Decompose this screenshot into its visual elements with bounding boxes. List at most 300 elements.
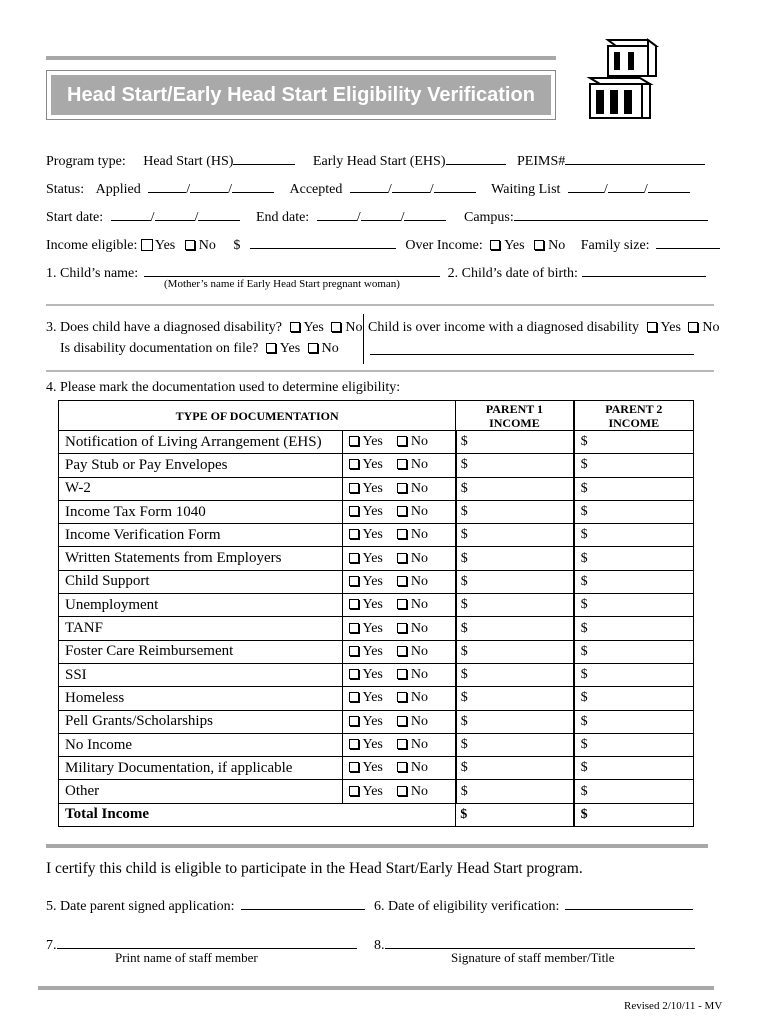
table-row [59, 780, 694, 803]
parent1-dollar: $ [460, 737, 468, 752]
doc-type-cell [59, 757, 343, 780]
doc-yes-checkbox[interactable] [349, 762, 359, 772]
parent2-dollar: $ [580, 643, 588, 659]
parent1-income-cell[interactable] [456, 757, 574, 780]
doc-yes-label: Yes [362, 434, 383, 450]
doc-yes-checkbox[interactable] [349, 506, 359, 516]
doc-yes-label: Yes [362, 713, 383, 729]
rule-3 [46, 844, 708, 848]
doc-no-label: No [410, 573, 428, 589]
doc-yes-label: Yes [362, 737, 383, 752]
disability-no-checkbox[interactable] [331, 322, 341, 332]
total-parent1-cell[interactable] [456, 803, 574, 826]
table-row [59, 757, 694, 780]
parent2-dollar: $ [580, 620, 588, 636]
disability-doc-no-checkbox[interactable] [308, 343, 318, 353]
parent2-dollar: $ [580, 597, 588, 613]
doc-yes-checkbox[interactable] [349, 483, 359, 493]
doc-type-label: SSI [65, 666, 87, 683]
parent1-dollar: $ [460, 550, 468, 566]
doc-yes-no-cell [342, 454, 456, 477]
over-income-yes-checkbox[interactable] [490, 240, 500, 250]
end-day-field[interactable] [361, 208, 401, 221]
income-eligible-yes-checkbox[interactable] [141, 239, 153, 251]
doc-yes-checkbox[interactable] [349, 459, 359, 469]
parent2-income-cell[interactable] [574, 780, 694, 803]
accepted-label: Accepted [289, 182, 343, 197]
dates-row: Start date: / / End date: / / Campus: [46, 208, 708, 226]
doc-type-label: Military Documentation, if applicable [65, 759, 293, 776]
income-eligible-no-label: No [198, 238, 216, 253]
family-size-field[interactable] [656, 236, 720, 249]
parent1-income-cell[interactable] [456, 431, 574, 454]
parent1-dollar: $ [460, 667, 468, 683]
staff-signature-field[interactable] [385, 936, 695, 949]
parent1-dollar: $ [460, 760, 468, 776]
parent2-dollar: $ [580, 667, 588, 683]
doc-type-cell [59, 500, 343, 523]
table-row [59, 617, 694, 640]
parent2-dollar: $ [580, 504, 588, 520]
income-row [46, 236, 720, 254]
doc-yes-checkbox[interactable] [349, 646, 359, 656]
doc-no-label: No [410, 504, 428, 520]
waiting-month-field[interactable] [568, 180, 604, 193]
col-parent1-header: PARENT 1 INCOME [456, 401, 574, 431]
doc-no-label: No [410, 597, 428, 613]
q7-label: 7. [46, 938, 57, 953]
campus-field[interactable] [514, 208, 708, 221]
signature-caption: Signature of staff member/Title [451, 950, 615, 965]
doc-no-label: No [410, 667, 428, 683]
start-day-field[interactable] [155, 208, 195, 221]
start-date-label: Start date: [46, 210, 104, 225]
table-row [59, 570, 694, 593]
doc-no-checkbox[interactable] [397, 506, 407, 516]
parent2-dollar: $ [580, 760, 588, 776]
doc-type-cell [59, 617, 343, 640]
parent2-income-cell[interactable] [574, 594, 694, 617]
doc-no-checkbox[interactable] [397, 716, 407, 726]
doc-yes-no-cell [342, 757, 456, 780]
parent1-dollar: $ [460, 713, 468, 729]
table-row [59, 687, 694, 710]
doc-type-label: Notification of Living Arrangement (EHS) [65, 433, 322, 450]
parent-signed-date-field[interactable] [241, 897, 365, 910]
child-name-field[interactable] [144, 264, 440, 277]
start-year-field[interactable] [198, 208, 240, 221]
status-row: Status: Applied / / Accepted / / Waiting List / / [46, 180, 690, 198]
parent2-income-cell[interactable] [574, 663, 694, 686]
doc-type-cell [59, 477, 343, 500]
applied-label: Applied [95, 182, 141, 197]
over-income-label: Over Income: [405, 238, 483, 253]
over-income-disability-no-label: No [702, 320, 720, 335]
income-eligible-yes-label: Yes [154, 238, 176, 253]
doc-type-cell [59, 780, 343, 803]
table-row [59, 733, 694, 756]
parent1-dollar: $ [460, 573, 468, 589]
doc-no-label: No [410, 737, 428, 752]
over-income-yes-label: Yes [504, 238, 525, 253]
doc-type-cell [59, 594, 343, 617]
total-parent1-dollar: $ [460, 806, 468, 822]
disability-question [46, 320, 363, 336]
doc-type-cell [59, 431, 343, 454]
doc-type-label: Homeless [65, 689, 125, 706]
parent1-dollar: $ [460, 480, 468, 496]
accepted-month-field[interactable] [350, 180, 388, 193]
doc-no-checkbox[interactable] [397, 786, 407, 796]
parent1-income-cell[interactable] [456, 524, 574, 547]
doc-no-checkbox[interactable] [397, 599, 407, 609]
parent1-dollar: $ [460, 783, 468, 799]
head-start-field[interactable] [233, 152, 295, 165]
print-name-caption: Print name of staff member [115, 950, 258, 965]
doc-yes-label: Yes [362, 783, 383, 799]
table-row [59, 710, 694, 733]
q5-label: 5. Date parent signed application: [46, 899, 235, 914]
table-row [59, 477, 694, 500]
doc-type-label: Unemployment [65, 596, 159, 613]
income-dollar-sign: $ [233, 238, 241, 253]
parent1-income-cell[interactable] [456, 617, 574, 640]
doc-no-checkbox[interactable] [397, 553, 407, 563]
parent2-income-cell[interactable] [574, 500, 694, 523]
doc-type-label: Income Tax Form 1040 [65, 503, 206, 520]
table-row [59, 454, 694, 477]
rule-2 [46, 370, 714, 372]
doc-no-checkbox[interactable] [397, 576, 407, 586]
doc-yes-label: Yes [362, 550, 383, 566]
parent2-income-cell[interactable] [574, 477, 694, 500]
parent2-income-cell[interactable] [574, 524, 694, 547]
doc-type-cell [59, 687, 343, 710]
parent2-dollar: $ [580, 480, 588, 496]
waiting-year-field[interactable] [648, 180, 690, 193]
parent1-income-cell[interactable] [456, 454, 574, 477]
parent2-income-cell[interactable] [574, 640, 694, 663]
doc-no-label: No [410, 620, 428, 636]
over-income-no-checkbox[interactable] [534, 240, 544, 250]
parent1-income-cell[interactable] [456, 710, 574, 733]
disability-no-label: No [345, 320, 363, 335]
applied-day-field[interactable] [190, 180, 228, 193]
documentation-prompt: 4. Please mark the documentation used to determine eligibility: [46, 380, 401, 395]
doc-type-label: Income Verification Form [65, 526, 221, 543]
total-parent2-cell[interactable] [574, 803, 694, 826]
col-type-header: TYPE OF DOCUMENTATION [59, 401, 456, 431]
table-row [59, 663, 694, 686]
parent2-dollar: $ [580, 713, 588, 729]
parent2-dollar: $ [580, 434, 588, 450]
parent1-dollar: $ [460, 690, 468, 706]
q8-label: 8. [374, 938, 385, 953]
disability-divider [363, 314, 364, 364]
peims-label: PEIMS# [517, 154, 566, 169]
disability-doc-yes-label: Yes [279, 341, 301, 356]
parent2-income-cell[interactable] [574, 617, 694, 640]
page-title: Head Start/Early Head Start Eligibility Verification [51, 75, 551, 115]
doc-yes-no-cell [342, 780, 456, 803]
doc-type-cell [59, 733, 343, 756]
doc-no-label: No [410, 550, 428, 566]
parent1-income-cell[interactable] [456, 640, 574, 663]
doc-no-checkbox[interactable] [397, 646, 407, 656]
parent2-income-cell[interactable] [574, 757, 694, 780]
doc-yes-no-cell [342, 640, 456, 663]
doc-yes-no-cell [342, 547, 456, 570]
over-income-disability-yes-label: Yes [660, 320, 681, 335]
disability-doc-no-label: No [321, 341, 339, 356]
parent1-dollar: $ [460, 620, 468, 636]
child-name-note: (Mother’s name if Early Head Start pregnant woman) [164, 278, 400, 290]
doc-no-label: No [410, 527, 428, 543]
waiting-day-field[interactable] [608, 180, 644, 193]
total-parent2-dollar: $ [580, 806, 588, 822]
doc-type-label: Other [65, 783, 100, 800]
doc-no-label: No [410, 457, 428, 473]
doc-yes-checkbox[interactable] [349, 786, 359, 796]
doc-no-label: No [410, 783, 428, 799]
staff-print-name-field[interactable] [57, 936, 357, 949]
disability-doc-yes-checkbox[interactable] [266, 343, 276, 353]
doc-no-label: No [410, 480, 428, 496]
program-type-row [46, 152, 705, 170]
table-row [59, 547, 694, 570]
doc-no-label: No [410, 643, 428, 659]
doc-yes-label: Yes [362, 504, 383, 520]
child-dob-field[interactable] [582, 264, 706, 277]
parent2-income-cell[interactable] [574, 710, 694, 733]
doc-yes-no-cell [342, 687, 456, 710]
doc-yes-label: Yes [362, 597, 383, 613]
doc-yes-checkbox[interactable] [349, 599, 359, 609]
parent2-income-cell[interactable] [574, 570, 694, 593]
doc-yes-checkbox[interactable] [349, 529, 359, 539]
parent1-dollar: $ [460, 457, 468, 473]
table-row [59, 500, 694, 523]
parent1-dollar: $ [460, 504, 468, 520]
doc-no-checkbox[interactable] [397, 529, 407, 539]
documentation-table [58, 400, 694, 827]
table-row [59, 524, 694, 547]
parent2-dollar: $ [580, 457, 588, 473]
head-start-option: Head Start (HS) [143, 154, 234, 169]
disability-yes-checkbox[interactable] [290, 322, 300, 332]
doc-type-cell [59, 663, 343, 686]
doc-yes-checkbox[interactable] [349, 436, 359, 446]
doc-type-label: Foster Care Reimbursement [65, 643, 234, 660]
col-parent2-header: PARENT 2 INCOME [574, 401, 694, 431]
doc-no-checkbox[interactable] [397, 739, 407, 749]
doc-no-checkbox[interactable] [397, 623, 407, 633]
program-type-label: Program type: [46, 154, 126, 169]
total-income-label: Total Income [59, 803, 456, 826]
parent2-income-cell[interactable] [574, 733, 694, 756]
doc-yes-no-cell [342, 431, 456, 454]
start-month-field[interactable] [111, 208, 151, 221]
doc-no-checkbox[interactable] [397, 669, 407, 679]
parent2-dollar: $ [580, 550, 588, 566]
parent1-income-cell[interactable] [456, 594, 574, 617]
doc-yes-checkbox[interactable] [349, 669, 359, 679]
disability-yes-label: Yes [303, 320, 324, 335]
documentation-rows [59, 431, 694, 804]
parent2-dollar: $ [580, 783, 588, 799]
end-date-label: End date: [255, 210, 310, 225]
over-income-disability-no-checkbox[interactable] [688, 322, 698, 332]
doc-type-label: Pell Grants/Scholarships [65, 713, 213, 730]
doc-type-cell [59, 710, 343, 733]
peims-field[interactable] [565, 152, 705, 165]
doc-yes-checkbox[interactable] [349, 716, 359, 726]
parent1-income-cell[interactable] [456, 687, 574, 710]
doc-no-label: No [410, 713, 428, 729]
waiting-list-label: Waiting List [491, 182, 561, 197]
income-amount-field[interactable] [250, 236, 396, 249]
doc-type-cell [59, 570, 343, 593]
bottom-rule [38, 986, 714, 990]
q5-row [46, 897, 365, 915]
doc-yes-label: Yes [362, 573, 383, 589]
parent1-dollar: $ [460, 643, 468, 659]
doc-yes-no-cell [342, 710, 456, 733]
doc-no-label: No [410, 434, 428, 450]
total-income-row [59, 803, 694, 826]
family-size-label: Family size: [580, 238, 650, 253]
doc-type-label: W-2 [65, 480, 91, 497]
doc-type-label: TANF [65, 620, 103, 637]
accepted-day-field[interactable] [392, 180, 430, 193]
early-head-start-field[interactable] [446, 152, 506, 165]
parent2-income-cell[interactable] [574, 431, 694, 454]
doc-type-cell [59, 454, 343, 477]
table-row [59, 640, 694, 663]
doc-yes-label: Yes [362, 457, 383, 473]
doc-yes-checkbox[interactable] [349, 553, 359, 563]
doc-yes-label: Yes [362, 643, 383, 659]
parent2-income-cell[interactable] [574, 454, 694, 477]
parent1-dollar: $ [460, 434, 468, 450]
doc-yes-no-cell [342, 617, 456, 640]
parent1-income-cell[interactable] [456, 663, 574, 686]
doc-yes-no-cell [342, 733, 456, 756]
applied-month-field[interactable] [148, 180, 186, 193]
end-month-field[interactable] [317, 208, 357, 221]
over-income-disability-yes-checkbox[interactable] [647, 322, 657, 332]
parent1-dollar: $ [460, 527, 468, 543]
doc-yes-label: Yes [362, 760, 383, 776]
doc-type-cell [59, 524, 343, 547]
doc-yes-label: Yes [362, 667, 383, 683]
income-eligible-no-checkbox[interactable] [185, 240, 195, 250]
parent2-dollar: $ [580, 573, 588, 589]
parent1-income-cell[interactable] [456, 570, 574, 593]
table-header-row [59, 401, 694, 431]
doc-yes-label: Yes [362, 620, 383, 636]
doc-no-label: No [410, 760, 428, 776]
doc-no-checkbox[interactable] [397, 762, 407, 772]
blocks-logo-icon [584, 36, 664, 122]
campus-label: Campus: [463, 210, 514, 225]
parent1-dollar: $ [460, 597, 468, 613]
parent2-dollar: $ [580, 527, 588, 543]
doc-yes-checkbox[interactable] [349, 623, 359, 633]
parent2-income-cell[interactable] [574, 687, 694, 710]
doc-type-label: Child Support [65, 573, 150, 590]
parent1-income-cell[interactable] [456, 500, 574, 523]
revised-note: Revised 2/10/11 - MV [624, 1000, 723, 1012]
doc-yes-checkbox[interactable] [349, 692, 359, 702]
doc-yes-no-cell [342, 570, 456, 593]
doc-yes-checkbox[interactable] [349, 576, 359, 586]
doc-yes-label: Yes [362, 690, 383, 706]
doc-no-checkbox[interactable] [397, 459, 407, 469]
title-banner [46, 70, 556, 120]
table-row [59, 594, 694, 617]
doc-yes-no-cell [342, 594, 456, 617]
parent2-income-cell[interactable] [574, 547, 694, 570]
table-row [59, 431, 694, 454]
q6-label: 6. Date of eligibility verification: [374, 899, 560, 914]
end-year-field[interactable] [404, 208, 446, 221]
doc-no-label: No [410, 690, 428, 706]
parent2-dollar: $ [580, 690, 588, 706]
child-name-label: 1. Child’s name: [46, 266, 139, 281]
doc-type-cell [59, 640, 343, 663]
parent1-income-cell[interactable] [456, 547, 574, 570]
doc-type-label: Written Statements from Employers [65, 550, 282, 567]
doc-yes-no-cell [342, 524, 456, 547]
disability-q3-label: 3. Does child have a diagnosed disability? [46, 320, 282, 335]
applied-year-field[interactable] [232, 180, 274, 193]
doc-type-label: Pay Stub or Pay Envelopes [65, 456, 228, 473]
q6-row [374, 897, 693, 915]
doc-yes-label: Yes [362, 527, 383, 543]
disability-doc-label: Is disability documentation on file? [60, 341, 259, 356]
doc-type-label: No Income [65, 736, 133, 753]
doc-no-checkbox[interactable] [397, 483, 407, 493]
doc-yes-no-cell [342, 500, 456, 523]
disability-doc-question [60, 341, 339, 357]
early-head-start-option: Early Head Start (EHS) [312, 154, 446, 169]
doc-yes-label: Yes [362, 480, 383, 496]
doc-yes-no-cell [342, 663, 456, 686]
doc-yes-no-cell [342, 477, 456, 500]
doc-no-checkbox[interactable] [397, 692, 407, 702]
parent1-income-cell[interactable] [456, 780, 574, 803]
parent2-dollar: $ [580, 737, 588, 752]
parent1-income-cell[interactable] [456, 733, 574, 756]
certify-text: I certify this child is eligible to participate in the Head Start/Early Head Start program. [46, 860, 583, 877]
doc-no-checkbox[interactable] [397, 436, 407, 446]
over-income-disability-field[interactable] [370, 354, 694, 355]
accepted-year-field[interactable] [434, 180, 476, 193]
income-eligible-label: Income eligible: [46, 238, 138, 253]
child-dob-label: 2. Child’s date of birth: [447, 266, 578, 281]
top-rule [46, 56, 556, 60]
over-income-disability [368, 320, 720, 336]
rule-1 [46, 304, 714, 306]
verification-date-field[interactable] [565, 897, 693, 910]
over-income-disability-label: Child is over income with a diagnosed disability [368, 320, 640, 335]
doc-yes-checkbox[interactable] [349, 739, 359, 749]
parent1-income-cell[interactable] [456, 477, 574, 500]
status-label: Status: [46, 182, 85, 197]
over-income-no-label: No [548, 238, 566, 253]
doc-type-cell [59, 547, 343, 570]
